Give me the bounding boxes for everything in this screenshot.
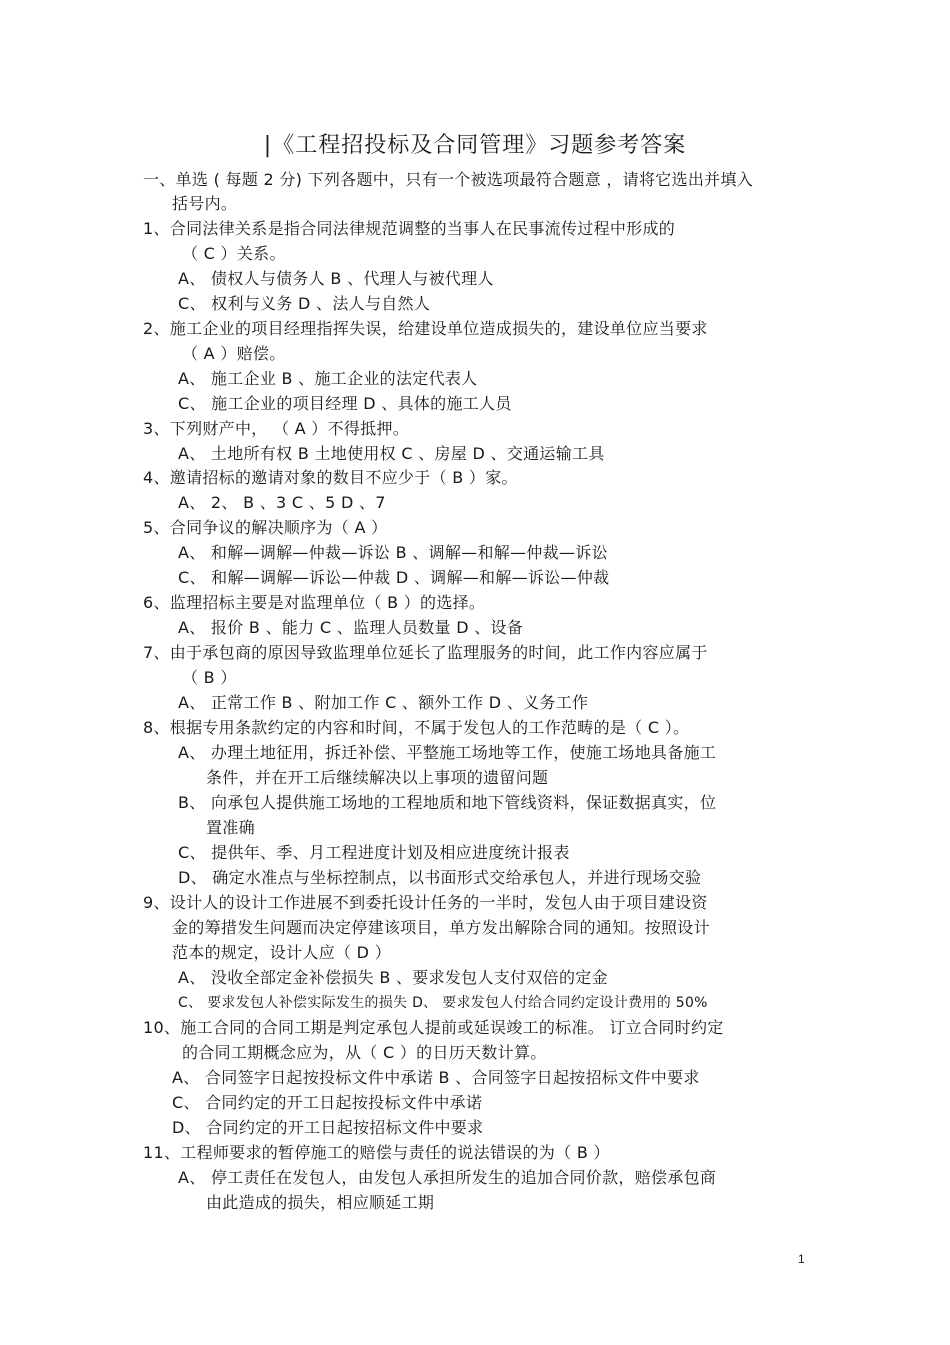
text-line: A、 土地所有权 B 土地使用权 C 、房屋 D 、交通运输工具 — [178, 444, 605, 463]
page-number: 1 — [798, 1252, 805, 1266]
text-line: A、 报价 B 、能力 C 、监理人员数量 D 、设备 — [178, 618, 524, 637]
text-line: C、 提供年、季、月工程进度计划及相应进度统计报表 — [178, 843, 570, 862]
text-line: A、 债权人与债务人 B 、代理人与被代理人 — [178, 269, 494, 288]
text-line: C、 施工企业的项目经理 D 、具体的施工人员 — [178, 394, 512, 413]
text-line: A、 正常工作 B 、附加工作 C 、额外工作 D 、义务工作 — [178, 693, 589, 712]
text-line: 2、施工企业的项目经理指挥失误，给建设单位造成损失的，建设单位应当要求 — [143, 319, 708, 338]
text-line: （ B ） — [182, 668, 237, 687]
text-line: A、 施工企业 B 、施工企业的法定代表人 — [178, 369, 478, 388]
text-line: 范本的规定，设计人应（ D ） — [172, 943, 391, 962]
text-line: A、 合同签字日起按投标文件中承诺 B 、合同签字日起按招标文件中要求 — [172, 1068, 700, 1087]
text-line: 8、根据专用条款约定的内容和时间，不属于发包人的工作范畴的是（ C ）。 — [143, 718, 690, 737]
text-line: 7、由于承包商的原因导致监理单位延长了监理服务的时间，此工作内容应属于 — [143, 643, 708, 662]
text-line: A、 停工责任在发包人，由发包人承担所发生的追加合同价款，赔偿承包商 — [178, 1168, 717, 1187]
text-line: A、 2、 B 、3 C 、5 D 、7 — [178, 493, 386, 512]
text-line: A、 办理土地征用，拆迁补偿、平整施工场地等工作，使施工场地具备施工 — [178, 743, 717, 762]
text-line: 5、合同争议的解决顺序为（ A ） — [143, 518, 388, 537]
text-line: 10、施工合同的合同工期是判定承包人提前或延误竣工的标准。 订立合同时约定 — [143, 1018, 724, 1037]
text-line: 4、邀请招标的邀请对象的数目不应少于（ B ）家。 — [143, 468, 518, 487]
text-line: 置准确 — [206, 818, 255, 837]
text-line: B、 向承包人提供施工场地的工程地质和地下管线资料，保证数据真实，位 — [178, 793, 717, 812]
text-line: 条件，并在开工后继续解决以上事项的遗留问题 — [206, 768, 549, 787]
text-line: A、 没收全部定金补偿损失 B 、要求发包人支付双倍的定金 — [178, 968, 608, 987]
text-line: 11、工程师要求的暂停施工的赔偿与责任的说法错误的为（ B ） — [143, 1143, 610, 1162]
text-line: D、 合同约定的开工日起按招标文件中要求 — [172, 1118, 484, 1137]
text-line: 3、下列财产中， （ A ）不得抵押。 — [143, 419, 410, 438]
text-line: 6、监理招标主要是对监理单位（ B ）的选择。 — [143, 593, 486, 612]
text-line: （ A ）赔偿。 — [182, 344, 286, 363]
text-line: C、 和解—调解—诉讼—仲裁 D 、调解—和解—诉讼—仲裁 — [178, 568, 610, 587]
text-line: D、 确定水准点与坐标控制点，以书面形式交给承包人，并进行现场交验 — [178, 868, 702, 887]
text-line: 括号内。 — [172, 194, 238, 213]
page-title: |《工程招投标及合同管理》习题参考答案 — [263, 133, 687, 158]
text-line: 由此造成的损失，相应顺延工期 — [206, 1193, 435, 1212]
text-line: C、 合同约定的开工日起按投标文件中承诺 — [172, 1093, 483, 1112]
text-line: 9、设计人的设计工作进展不到委托设计任务的一半时，发包人由于项目建设资 — [143, 893, 708, 912]
text-line: 的合同工期概念应为，从（ C ）的日历天数计算。 — [182, 1043, 547, 1062]
text-line: （ C ）关系。 — [182, 244, 286, 263]
text-line: A、 和解—调解—仲裁—诉讼 B 、调解—和解—仲裁—诉讼 — [178, 543, 608, 562]
text-line: C、 要求发包人补偿实际发生的损失 D、 要求发包人付给合同约定设计费用的 50% — [178, 995, 708, 1011]
text-line: 金的筹措发生问题而决定停建该项目，单方发出解除合同的通知。按照设计 — [172, 918, 710, 937]
text-line: C、 权利与义务 D 、法人与自然人 — [178, 294, 431, 313]
text-line: 1、合同法律关系是指合同法律规范调整的当事人在民事流传过程中形成的 — [143, 219, 676, 238]
text-line: 一、单选 ( 每题 2 分) 下列各题中，只有一个被选项最符合题意 ，请将它选出并填入 — [143, 170, 754, 189]
